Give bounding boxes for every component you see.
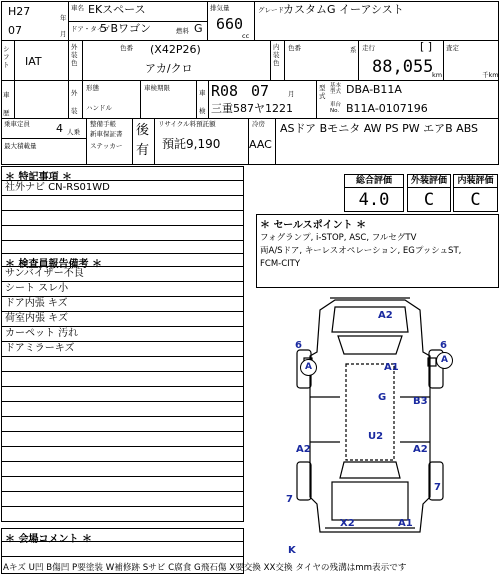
car-damage-diagram (280, 292, 460, 542)
legend: Aキズ U凹 B傷凹 P要塗装 W補修跡 Sサビ C腐食 G飛石傷 X要交換 XX交換 タイヤの残溝はmm表示です (3, 563, 407, 573)
inspection-car-label: 車検 (199, 89, 206, 115)
tailgate-outline (332, 482, 408, 520)
overall-score: 4.0 (358, 190, 390, 210)
overall-score-cell (344, 174, 404, 212)
inspection-label: 車検期限 (144, 84, 170, 92)
roof-outline (346, 364, 394, 460)
rear-window-outline (340, 462, 400, 478)
overall-label: 総合評価 (345, 175, 403, 188)
warranty-label: 新車保証書 (90, 130, 123, 138)
mileage: 88,055 (372, 57, 434, 77)
list-item (2, 226, 243, 241)
car-name: EKスペース (88, 3, 146, 16)
interior-score: C (470, 190, 481, 210)
displacement: 660 (216, 15, 244, 33)
rear-right-wheel (429, 462, 443, 500)
handle-label: ハンドル (86, 104, 112, 112)
after-mark: 後 (136, 123, 150, 138)
inspector-notes (1, 253, 244, 522)
capacity-label: 乗車定員 (4, 120, 30, 128)
sales-point-line: FCM-CITY (260, 259, 301, 269)
displacement-unit: cc (242, 32, 250, 40)
sales-point (256, 214, 499, 288)
capacity-unit: 人乗 (67, 128, 80, 136)
inspection-month: 07 (251, 82, 270, 100)
aircon: AAC (249, 138, 272, 151)
mark-k: K (288, 545, 296, 556)
color-code: (X42P26) (150, 43, 201, 56)
list-item: ドアミラーキズ (2, 342, 243, 357)
windshield-outline (338, 336, 402, 354)
exterior-score: C (423, 190, 435, 210)
assess-label: 査定 (446, 44, 459, 52)
list-item (2, 357, 243, 372)
type-label: 型式 (319, 84, 326, 100)
model: DBA-B11A (346, 83, 402, 96)
mark-a1-bottom: A1 (398, 518, 413, 529)
plate: 三重587ヤ1221 (211, 102, 293, 115)
mark-six-left: 6 (295, 340, 302, 351)
list-item: 荷室内張 キズ (2, 312, 243, 327)
list-item (2, 417, 243, 432)
mileage-label: 走行 (362, 44, 375, 52)
recycle-label: リサイクル料預託額 (158, 120, 216, 128)
year-era: H27 (8, 5, 31, 18)
inspection-month-label: 月 (288, 90, 295, 98)
list-item (2, 477, 243, 492)
fuel: G (194, 22, 203, 35)
maint-label: 整備手帳 (90, 120, 116, 128)
special-notes-title: ＊ 特記事項 ＊ (2, 167, 243, 181)
sys-label: 系 (350, 46, 357, 54)
month-label: 月 (60, 30, 67, 38)
capacity: 4 (56, 122, 63, 135)
exterior-score-cell (407, 174, 451, 212)
interior-score-cell (453, 174, 498, 212)
month-value: 07 (8, 24, 22, 37)
shape-label: 形態 (86, 84, 99, 92)
interior-label: 内装評価 (454, 175, 497, 188)
displacement-label: 排気量 (210, 4, 230, 12)
ext-color-label: 外装色 (71, 43, 78, 67)
grade: カスタムG イーアシスト (283, 3, 404, 16)
hood-outline (332, 307, 408, 332)
car-name-label: 車名 (71, 4, 84, 12)
mark-b3: B3 (413, 396, 428, 407)
recycle: 預託9,190 (162, 137, 221, 151)
mark-a-left: A (300, 359, 317, 376)
color-code-label: 色番 (120, 44, 133, 52)
list-item (2, 492, 243, 507)
aircon-label: 冷房 (252, 120, 265, 128)
car-history-label: 車歴 (3, 91, 10, 117)
mark-a1-mid: A1 (384, 362, 399, 373)
list-item (2, 507, 243, 522)
list-item: サンバイザー不良 (2, 267, 243, 282)
mark-u2: U2 (368, 431, 384, 442)
door-type: 5 Bワゴン (100, 22, 152, 35)
shift-label: シフト (3, 45, 10, 69)
fuel-label: 燃料 (176, 27, 189, 35)
type-sub-label: 基本型式 (330, 83, 342, 95)
mark-six-right: 6 (440, 340, 447, 351)
mark-a2-top: A2 (378, 310, 393, 321)
door-type-label: ドア・タイプ (71, 25, 110, 33)
frame-label: 車台No. (330, 102, 342, 114)
venue-comment-title: ＊ 会場コメント ＊ (2, 529, 243, 542)
year-label: 年 (60, 14, 67, 22)
mark-a2-right: A2 (413, 444, 428, 455)
sales-point-line: 両A/Sドア, キーレスオペレーション, EGプッシュST, (260, 246, 462, 256)
int-color-label: 内装色 (273, 43, 280, 67)
mark-a2-left: A2 (296, 444, 311, 455)
mark-x2: X2 (340, 518, 355, 529)
list-item (2, 432, 243, 447)
mileage-unit: km (432, 71, 443, 79)
int-color-code-label: 色番 (288, 44, 301, 52)
color-name: アカ/クロ (145, 62, 193, 75)
frame-no: B11A-0107196 (346, 102, 428, 115)
list-item (2, 402, 243, 417)
mark-seven-right: 7 (434, 482, 441, 493)
mark-seven-left: 7 (286, 494, 293, 505)
list-item (2, 387, 243, 402)
list-item (2, 211, 243, 226)
mark-g: G (378, 392, 387, 403)
list-item: ドア内張 キズ (2, 297, 243, 312)
ext-label: 外装 (71, 89, 78, 115)
list-item: 社外ナビ CN-RS01WD (2, 181, 243, 196)
mileage-brackets: [ ] (420, 40, 433, 53)
list-item: シート スレ小 (2, 282, 243, 297)
equipment: ASドア Bモニタ AW PS PW エアB ABS (280, 122, 479, 135)
inspection-year: R08 (211, 82, 239, 100)
rear-left-wheel (297, 462, 311, 500)
list-item (2, 372, 243, 387)
car-body-outline (310, 300, 430, 532)
exterior-label: 外装評価 (408, 175, 450, 188)
mark-a-right: A (436, 352, 453, 369)
sales-point-title: ＊ セールスポイント ＊ (260, 220, 367, 231)
list-item (2, 447, 243, 462)
sales-point-line: フォグランプ, i-STOP, ASC, フルセグTV (260, 233, 417, 243)
shift: IAT (25, 55, 42, 68)
maxload-label: 最大積載量 (4, 142, 37, 150)
sticker-label: ステッカー (90, 142, 123, 150)
list-item: カーペット 汚れ (2, 327, 243, 342)
list-item (2, 196, 243, 211)
grade-label: グレード (258, 6, 284, 14)
inspector-notes-title: ＊ 検査員報告備考 ＊ (2, 254, 243, 267)
has-mark: 有 (136, 143, 150, 158)
list-item (2, 462, 243, 477)
assess-unit: 千km (482, 71, 499, 79)
